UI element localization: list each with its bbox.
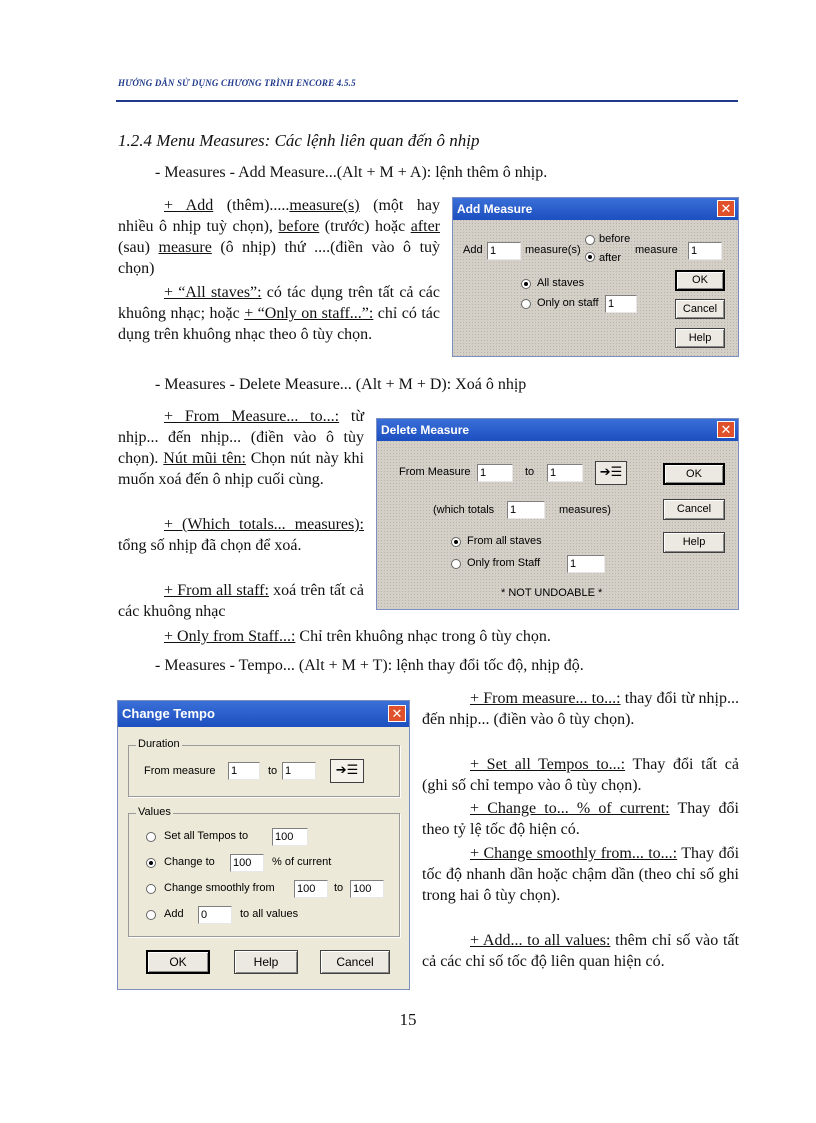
to-label: to [525, 466, 535, 478]
only-from-staff-label: Only from Staff [467, 557, 541, 569]
from-measure-label: From measure [144, 765, 216, 777]
help-button[interactable]: Help [663, 532, 725, 553]
text-run: chỉ có tác dụng trên khuông nhạc theo ô tùy chọn. [118, 305, 441, 343]
from-measure-label: From Measure [399, 466, 471, 478]
change-smoothly-term: + Change smoothly from... to...: [470, 845, 678, 862]
to-measure-input[interactable]: 1 [282, 762, 316, 780]
from-all-staves-radio[interactable] [451, 537, 461, 547]
set-all-tempos-term: + Set all Tempos to...: [470, 756, 626, 773]
dialog-title: Delete Measure [377, 419, 738, 441]
text-run: Chọn nút này khi muốn xoá đến ô nhịp cuối cùng. [118, 450, 364, 488]
measure-number-input[interactable]: 1 [688, 242, 722, 260]
from-measure-term: + From Measure... to...: [164, 408, 340, 425]
tempo-para-2 [422, 754, 739, 796]
text-run: Chỉ trên khuông nhạc trong ô tùy chọn. [295, 628, 551, 645]
change-to-label: Change to [164, 856, 215, 868]
only-from-staff-term: + Only from Staff...: [164, 628, 296, 645]
add-label: Add [164, 908, 184, 920]
arrow-button-term: Nút mũi tên: [163, 450, 246, 467]
duration-group-label: Duration [138, 738, 180, 750]
dialog-title: Change Tempo [118, 701, 409, 727]
add-label: Add [463, 244, 483, 256]
percent-of-current-label: % of current [272, 856, 332, 868]
text-run: từ nhịp... đến nhịp... (điền vào ô tùy chọn). [118, 408, 364, 467]
not-undoable-label: * NOT UNDOABLE * [501, 587, 603, 599]
which-totals-label: (which totals [433, 504, 495, 516]
header-rule [116, 100, 738, 102]
add-radio[interactable] [146, 910, 156, 920]
text-run: Thay đổi theo tỷ lệ tốc độ hiện có. [422, 800, 740, 838]
add-measure-dialog [452, 197, 739, 357]
all-staves-label: All staves [537, 277, 585, 289]
set-all-tempos-input[interactable]: 100 [272, 828, 308, 846]
only-from-staff-radio[interactable] [451, 559, 461, 569]
text-run: (một hay nhiều ô nhịp tuỳ chọn), [118, 197, 440, 235]
smooth-from-input[interactable]: 100 [294, 880, 328, 898]
ok-button[interactable]: OK [146, 950, 210, 974]
change-to-radio[interactable] [146, 858, 156, 868]
tempo-para-4 [422, 843, 739, 906]
tempo-intro: - Measures - Tempo... (Alt + M + T): lệnh thay đổi tốc độ, nhịp độ. [155, 657, 584, 674]
delete-measure-para-3 [118, 580, 364, 622]
add-value-input[interactable]: 0 [198, 906, 232, 924]
before-label: before [599, 233, 631, 245]
change-smoothly-label: Change smoothly from [164, 882, 275, 894]
to-label: to [268, 765, 278, 777]
text-run: (sau) [118, 239, 159, 256]
help-button[interactable]: Help [234, 950, 298, 974]
tempo-para-3 [422, 798, 739, 840]
add-count-input[interactable]: 1 [487, 242, 521, 260]
last-measure-arrow-icon[interactable]: ➔☰ [595, 461, 627, 485]
all-staves-radio[interactable] [521, 279, 531, 289]
smooth-to-label: to [334, 882, 344, 894]
text-run: thay đổi từ nhịp... đến nhịp... (điền vào ô tùy chọn). [422, 690, 740, 728]
from-measure-input[interactable]: 1 [477, 464, 513, 482]
dialog-title: Add Measure [453, 198, 738, 220]
close-icon[interactable]: ✕ [717, 421, 735, 438]
from-all-staff-term: + From all staff: [164, 582, 269, 599]
delete-measure-para-1 [118, 406, 364, 490]
measure-label: measure [635, 244, 678, 256]
text-run: xoá trên tất cả các khuông nhạc [118, 582, 364, 620]
section-title: 1.2.4 Menu Measures: Các lệnh liên quan đến ô nhịp [118, 131, 480, 150]
to-measure-input[interactable]: 1 [547, 464, 583, 482]
change-tempo-dialog [117, 700, 410, 990]
measures-label: measure(s) [525, 244, 581, 256]
before-radio[interactable] [585, 235, 595, 245]
add-measure-para-2 [118, 282, 440, 345]
close-icon[interactable]: ✕ [388, 705, 406, 722]
help-button[interactable]: Help [675, 328, 725, 348]
change-smoothly-radio[interactable] [146, 884, 156, 894]
change-to-term: + Change to... % of current: [470, 800, 670, 817]
measure-term: measure [158, 239, 212, 256]
before-term: before [278, 218, 320, 235]
page-number: 15 [399, 1010, 417, 1029]
add-to-all-values-term: + Add... to all values: [470, 932, 611, 949]
text-run: (ô nhịp) thứ ....(điền vào ô tuỳ chọn) [118, 239, 441, 277]
measures-label: measures) [559, 504, 611, 516]
running-header: HƯỚNG DẪN SỬ DỤNG CHƯƠNG TRÌNH ENCORE 4.5.5 [118, 78, 356, 88]
from-all-staves-label: From all staves [467, 535, 542, 547]
all-staves-term: + “All staves”: [164, 284, 262, 301]
which-totals-input[interactable]: 1 [507, 501, 545, 519]
after-term: after [410, 218, 440, 235]
only-on-staff-term: + “Only on staff...”: [244, 305, 374, 322]
measures-term: measure(s) [289, 197, 360, 214]
delete-measure-para-4 [164, 626, 551, 647]
text-run: có tác dụng trên tất cả các khuông nhạc; hoặc [118, 284, 441, 322]
cancel-button[interactable]: Cancel [675, 299, 725, 319]
set-all-tempos-label: Set all Tempos to [164, 830, 249, 842]
only-on-staff-label: Only on staff [537, 297, 599, 309]
only-on-staff-radio[interactable] [521, 299, 531, 309]
delete-measure-intro: - Measures - Delete Measure... (Alt + M + D): Xoá ô nhịp [155, 376, 527, 393]
add-measure-para-1 [118, 195, 440, 279]
delete-measure-para-2 [118, 514, 364, 556]
add-term: + Add [164, 197, 214, 214]
after-label: after [599, 252, 622, 264]
which-totals-term: + (Which totals... measures): [164, 516, 364, 533]
from-measure-input[interactable]: 1 [228, 762, 260, 780]
text-run: (thêm)..... [213, 197, 290, 214]
add-measure-intro: - Measures - Add Measure...(Alt + M + A): lệnh thêm ô nhịp. [155, 164, 548, 181]
text-run: Thay đổi tốc độ nhanh dần hoặc chậm dần (theo chỉ số ghi trong hai ô tùy chọn). [422, 845, 740, 904]
text-run: tổng số nhịp đã chọn để xoá. [118, 537, 302, 554]
text-run: Thay đổi tất cả (ghi số chỉ tempo vào ô tùy chọn). [422, 756, 739, 794]
staff-number-input[interactable]: 1 [567, 555, 605, 573]
to-all-values-label: to all values [240, 908, 299, 920]
ok-button[interactable]: OK [663, 463, 725, 485]
text-run: thêm chỉ số vào tất cả các chỉ số tốc độ liên quan hiện có. [422, 932, 740, 970]
after-radio[interactable] [585, 252, 595, 262]
smooth-to-input[interactable]: 100 [350, 880, 384, 898]
cancel-button[interactable]: Cancel [320, 950, 390, 974]
cancel-button[interactable]: Cancel [663, 499, 725, 520]
change-to-input[interactable]: 100 [230, 854, 264, 872]
text-run: (trước) hoặc [319, 218, 411, 235]
from-measure-term: + From measure... to...: [470, 690, 621, 707]
values-group-label: Values [138, 806, 171, 818]
last-measure-arrow-icon[interactable]: ➔☰ [330, 759, 364, 783]
tempo-para-5 [422, 930, 739, 972]
staff-number-input[interactable]: 1 [605, 295, 637, 313]
delete-measure-dialog [376, 418, 739, 610]
tempo-para-1 [422, 688, 739, 730]
close-icon[interactable]: ✕ [717, 200, 735, 217]
set-all-tempos-radio[interactable] [146, 832, 156, 842]
ok-button[interactable]: OK [675, 270, 725, 291]
